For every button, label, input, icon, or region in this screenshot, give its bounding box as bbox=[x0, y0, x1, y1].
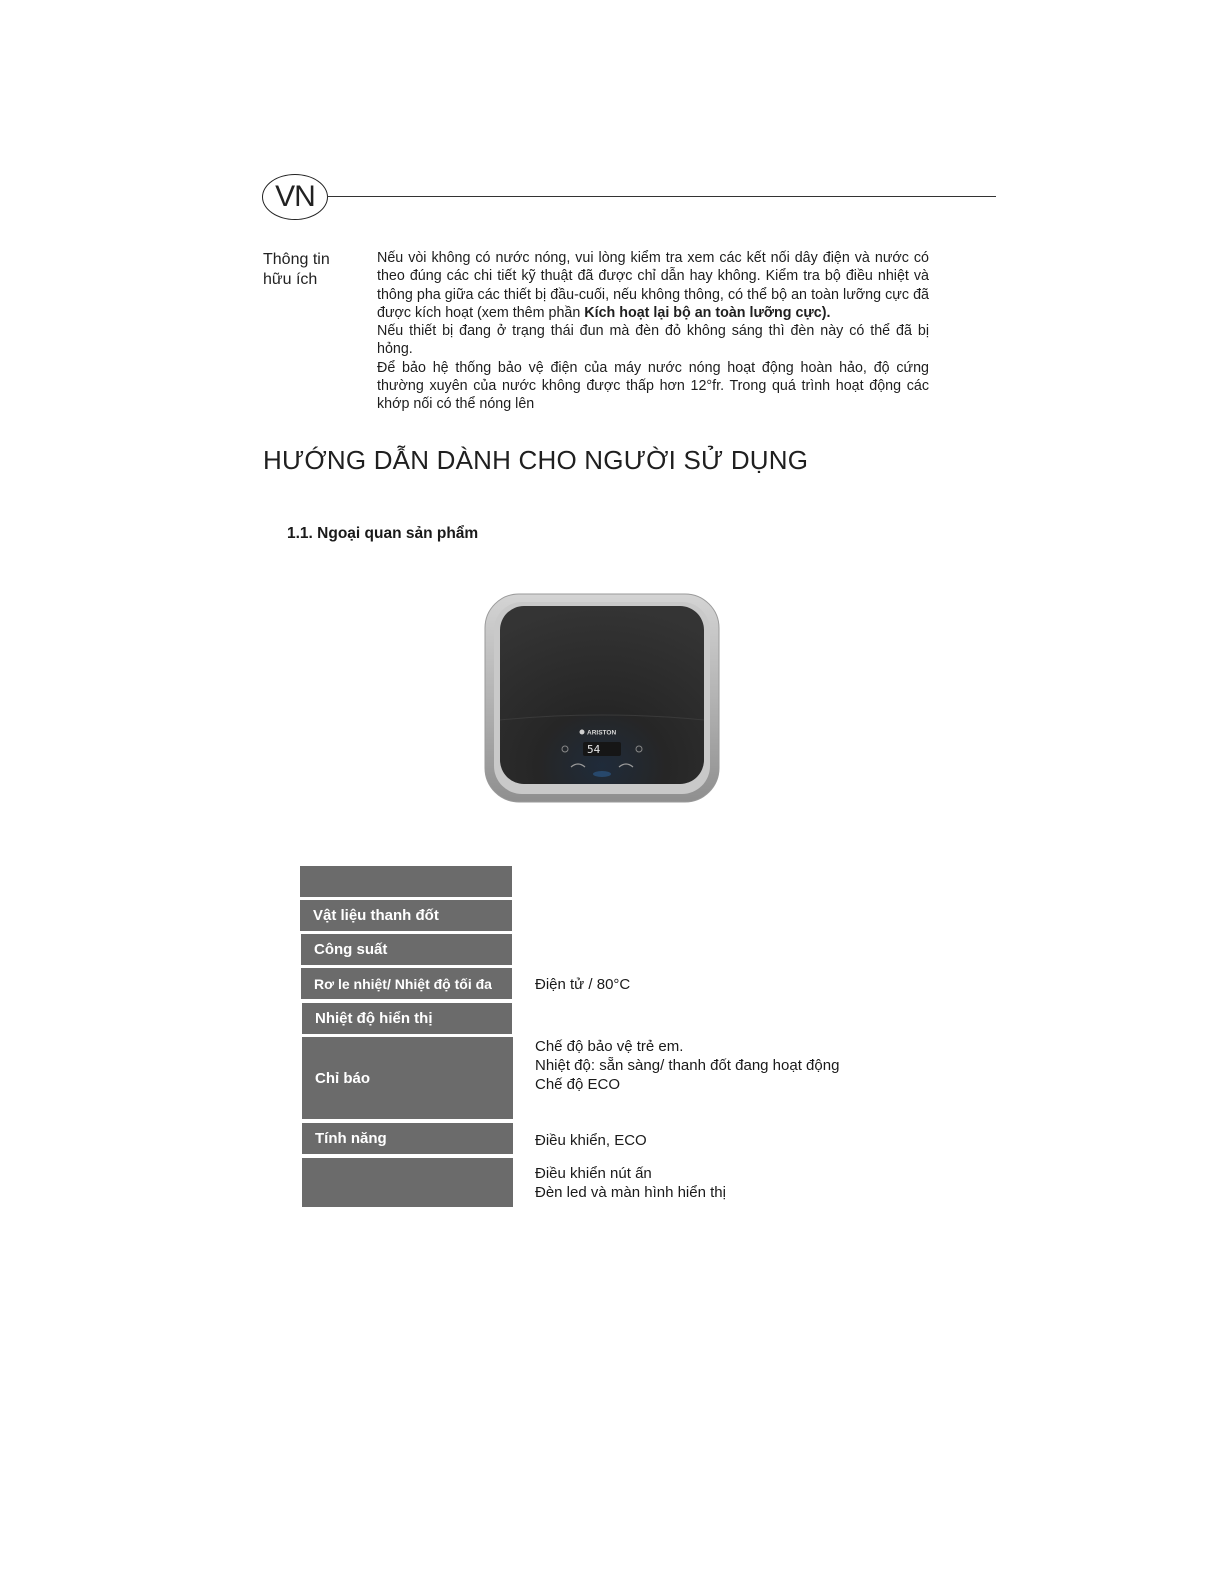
spec-label-heating-element-text: Vật liệu thanh đốt bbox=[313, 907, 439, 924]
info-paragraph-1-bold: Kích hoạt lại bộ an toàn lưỡng cực bbox=[584, 304, 822, 321]
spec-value-indicators-line3: Chế độ ECO bbox=[535, 1076, 621, 1093]
spec-label-features-text: Tính năng bbox=[315, 1130, 387, 1147]
spec-label-power-text: Công suất bbox=[314, 941, 388, 958]
spec-label-power bbox=[301, 934, 512, 965]
spec-label-heating-element bbox=[300, 900, 512, 931]
info-paragraph-1-text: Nếu vòi không có nước nóng, vui lòng kiểm tra xem các kết nối dây điện và nước có theo đúng các chi tiết kỹ thuật đã được chỉ dẫn hay không. Kiểm tra bộ điều nhiệt và thông pha giữa các thiết bị đầu-cuối, nếu không thông, có thể bộ an toàn lưỡng cực đã được kích hoạt (xem thêm phần bbox=[377, 250, 929, 321]
spec-value-controls bbox=[535, 1164, 726, 1202]
spec-value-indicators-line2: Nhiệt độ: sẵn sàng/ thanh đốt đang hoạt động bbox=[535, 1057, 840, 1074]
spec-label-features bbox=[302, 1123, 513, 1154]
info-label bbox=[263, 250, 363, 290]
display-reading: 54 bbox=[587, 743, 601, 756]
spec-label-thermostat-text: Rơ le nhiệt/ Nhiệt độ tối đa bbox=[314, 975, 492, 992]
heater-front-panel bbox=[500, 606, 704, 784]
spec-label-thermostat bbox=[301, 968, 512, 999]
info-paragraph-2: Nếu thiết bị đang ở trạng thái đun mà đèn đỏ không sáng thì đèn này có thể đã bị hỏng. bbox=[377, 323, 929, 358]
language-code: VN bbox=[275, 180, 315, 213]
subsection-title: 1.1. Ngoại quan sản phẩm bbox=[287, 525, 479, 542]
brand-logo-icon bbox=[580, 730, 585, 735]
info-label-line1: Thông tin bbox=[263, 251, 330, 268]
spec-value-controls-line2: Đèn led và màn hình hiển thị bbox=[535, 1184, 726, 1201]
spec-label-controls bbox=[302, 1158, 513, 1207]
info-paragraph-3: Để bảo hệ thống bảo vệ điện của máy nước nóng hoạt động hoàn hảo, độ cứng thường xuyên của nước không được thấp hơn 12°fr. Trong quá trình hoạt động các khớp nối có thể nóng lên bbox=[377, 359, 929, 413]
language-badge bbox=[262, 174, 328, 220]
water-heater-image bbox=[483, 592, 721, 804]
spec-label-temperature-display-text: Nhiệt độ hiển thị bbox=[315, 1010, 433, 1027]
info-label-line2: hữu ích bbox=[263, 271, 318, 288]
spec-label-indicators bbox=[302, 1037, 513, 1119]
header-rule bbox=[327, 196, 996, 197]
spec-label-header bbox=[300, 866, 512, 897]
spec-label-indicators-text: Chỉ báo bbox=[315, 1069, 370, 1087]
section-title: HƯỚNG DẪN DÀNH CHO NGƯỜI SỬ DỤNG bbox=[263, 445, 809, 475]
spec-value-thermostat: Điện tử / 80°C bbox=[535, 976, 631, 993]
spec-label-temperature-display bbox=[302, 1003, 512, 1034]
info-body bbox=[377, 249, 929, 414]
status-light-glow bbox=[593, 771, 611, 777]
spec-value-indicators-line1: Chế độ bảo vệ trẻ em. bbox=[535, 1038, 684, 1055]
spec-value-features: Điều khiển, ECO bbox=[535, 1132, 647, 1149]
spec-value-indicators bbox=[535, 1037, 839, 1094]
spec-value-controls-line1: Điều khiển nút ấn bbox=[535, 1165, 652, 1182]
info-paragraph-1-end: ). bbox=[821, 304, 831, 321]
info-paragraph-1 bbox=[377, 249, 929, 322]
brand-logo-text: ARISTON bbox=[587, 729, 617, 737]
